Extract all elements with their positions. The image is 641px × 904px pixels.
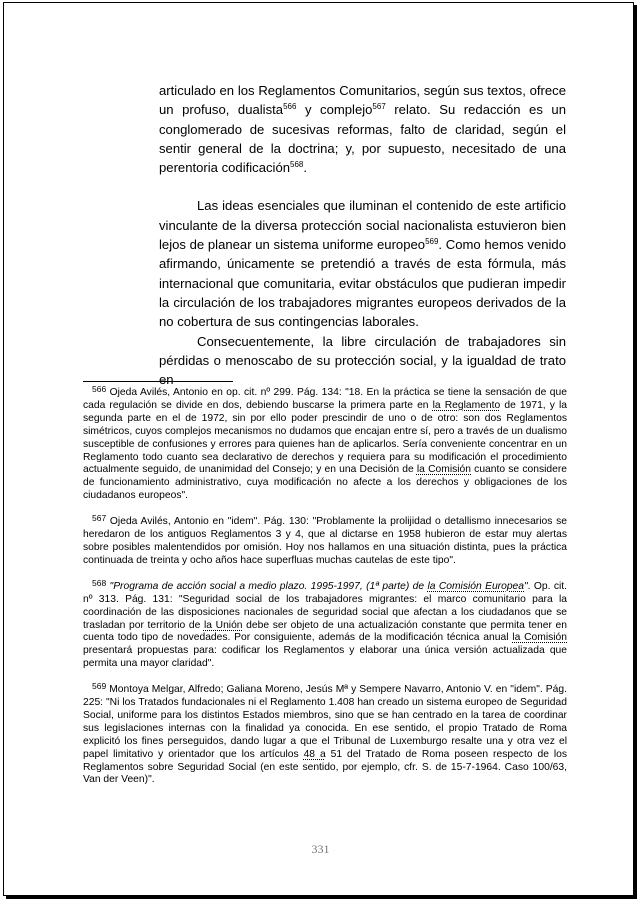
underlined-term: la Comisión [416,464,471,476]
paragraph-1 [159,81,566,177]
text-run: Montoya Melgar, Alfredo; Galiana Moreno, Jesús Mª y Sempere Navarro, Antonio V. en "idem". Pág. 225: "Ni los Tratados fundacionales ni el Reglamento 1.408 han creado un sistema europeo de Seguridad Social, uniforme para los distintos Estados miembros, sino que se han centrado en la tarea de coordinar sus legislaciones internas con la finalidad ya conocida. En ese sentido, el propio Tratado de Roma explicitó los fines perseguidos, dando lugar a que el Tribunal de Luxemburgo resalte una y otra vez el papel limitativo y orientador que los artículos [83,684,567,760]
underlined-term: la Unión [203,619,243,631]
footnote-number: 566 [92,384,107,394]
footnote-569 [83,681,568,787]
italic-title: " [524,580,528,592]
text-run: cuanto se considere de funcionamiento administrativo, cuya modificación no afecte a los derechos y obligaciones de los ciudadanos europeos". [83,464,567,502]
footnote-ref-567[interactable]: 567 [372,102,386,112]
footnotes [83,384,568,787]
paragraph-3: Consecuentemente, la libre circulación de trabajadores sin pérdidas o menoscabo de su protección social, y la igualdad de trato en [159,333,566,388]
text-run: . [303,160,308,176]
text-run: presentará propuestas para: codificar los Reglamentos y elaborar una única versión actualizada que permita una mayor claridad". [83,645,567,670]
footnote-567 [83,513,567,568]
underlined-term: la Comisión Europea [427,580,525,592]
underlined-term: 48 a [303,748,326,760]
main-text [159,81,566,389]
footnote-number: 568 [92,577,107,588]
paragraph-2 [159,196,566,331]
footnote-separator [83,381,233,382]
footnote-ref-569[interactable]: 569 [425,237,439,247]
footnote-566 [83,384,567,503]
underlined-term: la Comisión [512,632,567,644]
footnote-ref-566[interactable]: 566 [283,102,297,112]
text-run: Las ideas esenciales que iluminan el contenido de este artificio vinculante de la diversa protección social nacionalista estuvieron bien lejos de planear un sistema uniforme europeo [159,198,566,253]
text-run: Ojeda Avilés, Antonio en "idem". Pág. 130: "Problamente la prolijidad o detallismo innecesarios se heredaron de los antiguos Reglamentos 3 y 4, que al dictarse en 1958 hubieron de estar muy alertas sobre posibles malentendidos por omisión. Hoy nos hallamos en una situación distinta, pues la práctica continuada de treinta y ocho años hace superfluas muchas cautelas de este tipo". [83,516,567,566]
footnote-number: 569 [92,681,107,692]
text-run: y complejo [296,102,373,118]
text-run: relato. Su redacción es un conglomerado de sucesivas reformas, falto de claridad, según el sentir general de la doctrina; y, por supuesto, necesitado de una perentoria codificación [159,102,566,176]
footnote-number: 567 [92,513,107,524]
text-run: . Op. cit. nº 313. Pág. 131: "Seguridad social de los trabajadores migrantes: el marco comunitario para la coordinación de las disposiciones nacionales de seguridad social que afectan a los ciudadanos que se trasladan por territorio de [83,580,567,631]
text-run: debe ser objeto de una actualización constante que permita tener en cuenta todo tipo de novedades. Por consiguiente, además de la modificación técnica anual [83,619,567,644]
footnote-ref-568[interactable]: 568 [290,160,304,170]
text-run: Ojeda Avilés, Antonio en op. cit. nº 299. Pág. 134: "18. En la práctica se tiene la sensación de que cada regulación se divide en dos, debiendo buscarse la primera parte en [83,387,567,411]
text-run: 51 del Tratado de Roma poseen respecto de los Reglamentos sobre Seguridad Social (en este sentido, por ejemplo, cfr. S. de 15-7-1964. Caso 100/63, Van der Veen)". [83,748,568,786]
text-run: . Como hemos venido afirmando, únicamente se pretendió a través de esta fórmula, más internacional que comunitaria, evitar obstáculos que pudieran impedir la circulación de los trabajadores migrantes europeos derivados de la no cobertura de sus contingencias laborales. [159,237,566,330]
italic-title: "Programa de acción social a medio plazo. 1995-1997, (1ª parte) de [106,580,428,592]
page-number: 331 [311,842,330,856]
underlined-term: la Reglamento [432,399,501,411]
text-run: articulado en los Reglamentos Comunitarios, según sus textos, ofrece un profuso, dualista [159,83,566,118]
footnote-568 [83,577,567,671]
document-page [3,2,634,896]
text-run: de 1971, y la segunda parte en el de 1972, sin por ello poder prescindir de uno o de otro: son dos Reglamentos simétricos, cuyos complejos mecanismos no dudamos que encajan entre sí, pero a través de un dualismo susceptible de confusiones y errores para quienes han de aplicarlos. Sería conveniente concentrar en un Reglamento todo cuanto sea declarativo de derechos y requiera para su modificación el procedimiento actualmente seguido, de unanimidad del Consejo; y en una Decisión de [83,399,567,476]
